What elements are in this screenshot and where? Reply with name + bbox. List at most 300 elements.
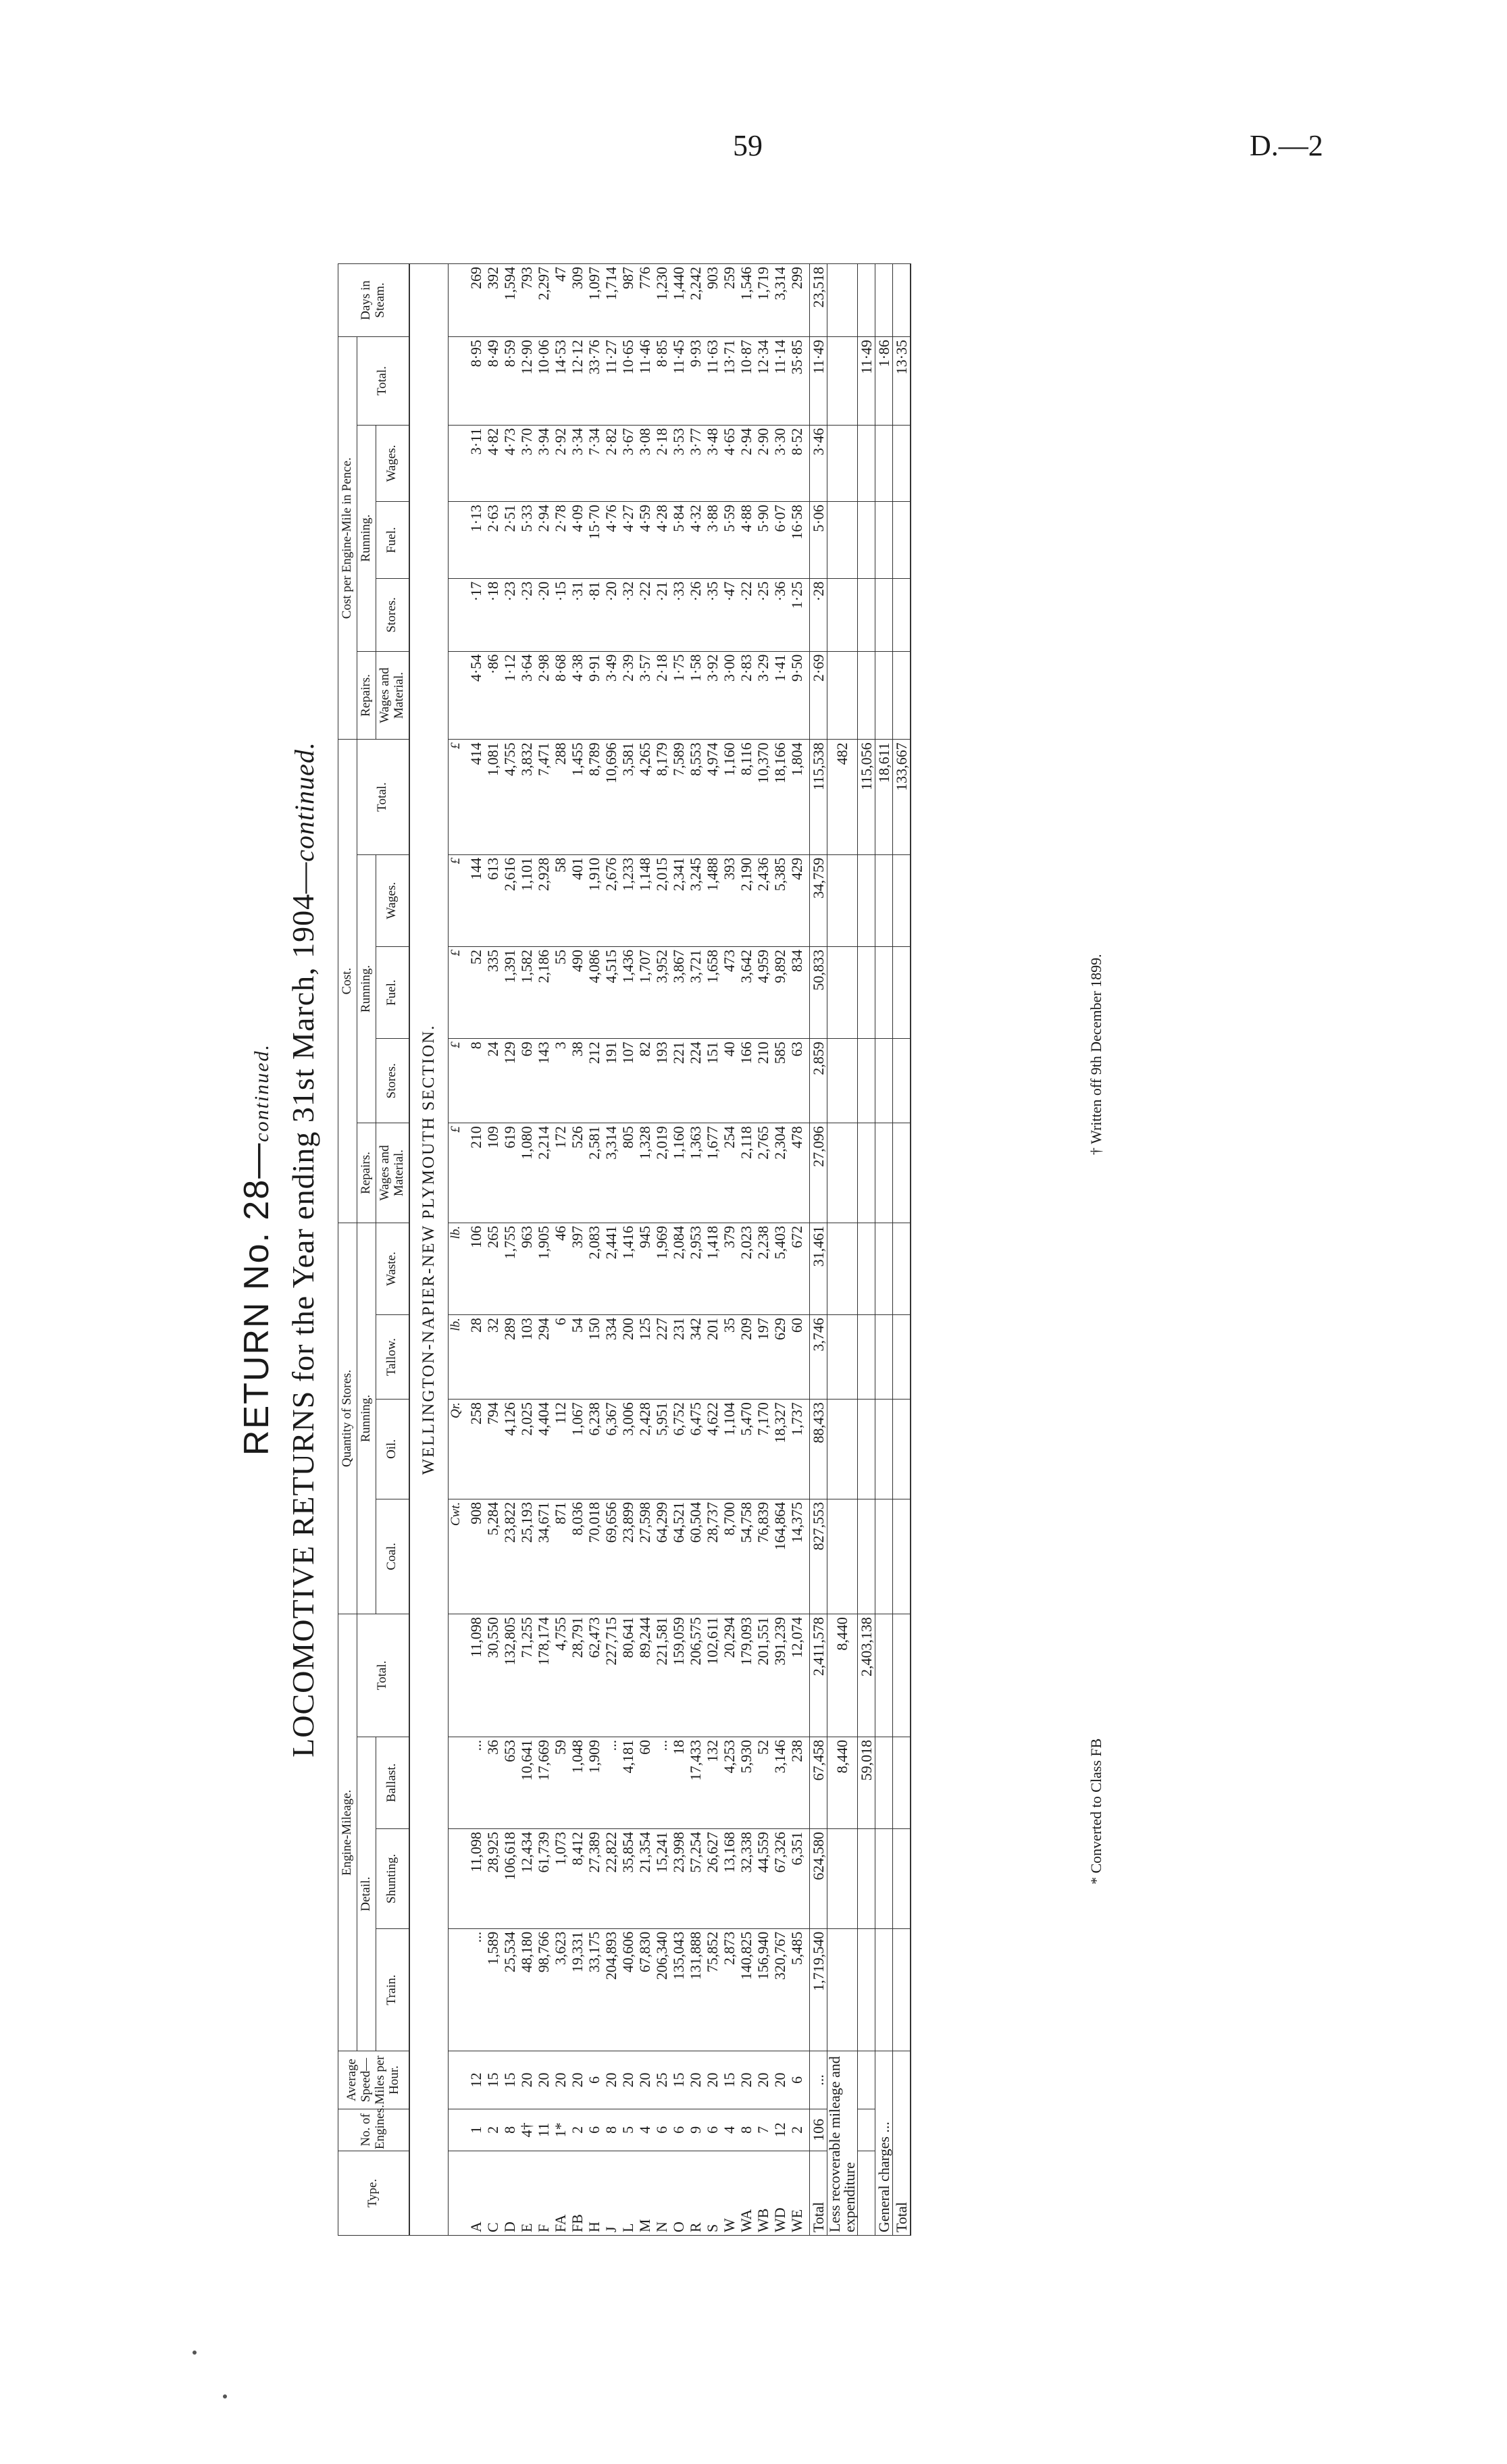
table-cell: 9·93: [687, 337, 704, 426]
table-cell: 1,363: [687, 1123, 704, 1223]
table-cell: 3·08: [636, 425, 653, 502]
table-cell: 14,375: [788, 1499, 810, 1614]
table-cell: 4†: [518, 2109, 535, 2151]
unit-repairs: £: [448, 1123, 463, 1223]
table-cell: 210: [755, 1039, 771, 1123]
table-cell: 64,521: [670, 1499, 687, 1614]
table-cell: 1,582: [518, 947, 535, 1039]
table-cell: 3,642: [738, 947, 755, 1039]
table-cell: 1*: [552, 2109, 569, 2151]
table-cell: 4·54: [463, 651, 484, 740]
type-cell: H: [586, 2151, 603, 2236]
table-cell: 28: [463, 1315, 484, 1400]
table-cell: 2·92: [552, 425, 569, 502]
table-cell: 473: [721, 947, 738, 1039]
table-cell: 871: [552, 1499, 569, 1614]
table-cell: 10,641: [518, 1737, 535, 1828]
pm-running-header: Running.: [357, 425, 376, 651]
table-cell: 131,888: [687, 1928, 704, 2051]
table-cell: 11·46: [636, 337, 653, 426]
table-cell: 33,175: [586, 1928, 603, 2051]
table-cell: 5·59: [721, 502, 738, 579]
table-cell: 3·88: [704, 502, 721, 579]
table-cell: 4,126: [501, 1400, 518, 1499]
table-cell: 109: [484, 1123, 501, 1223]
table-cell: 8,789: [586, 740, 603, 854]
pm-wages-material-header: Wages and Material.: [376, 651, 409, 740]
scan-speck: [223, 2394, 227, 2398]
table-cell: 3,832: [518, 740, 535, 854]
table-cell: ·47: [721, 578, 738, 651]
table-cell: 18,166: [771, 740, 788, 854]
table-row: [586, 264, 603, 2236]
table-cell: 15: [721, 2051, 738, 2109]
grand-total-row: [892, 264, 911, 2236]
table-cell: 10·65: [619, 337, 636, 426]
table-cell: 945: [636, 1223, 653, 1314]
table-cell: 135,043: [670, 1928, 687, 2051]
table-cell: 18: [670, 1737, 687, 1828]
table-cell: 6,475: [687, 1400, 704, 1499]
table-cell: 21,354: [636, 1829, 653, 1929]
table-cell: 4,622: [704, 1400, 721, 1499]
table-cell: 401: [569, 854, 586, 946]
table-cell: 7,471: [535, 740, 552, 854]
table-cell: 4·73: [501, 425, 518, 502]
table-cell: 2: [484, 2109, 501, 2151]
units-row: [448, 264, 463, 2236]
table-cell: 4·32: [687, 502, 704, 579]
table-cell: 299: [788, 264, 810, 337]
table-cell: ·23: [501, 578, 518, 651]
less-cost-total: 482: [827, 740, 857, 854]
table-cell: 20: [636, 2051, 653, 2109]
table-cell: 132: [704, 1737, 721, 1828]
table-cell: 3,146: [771, 1737, 788, 1828]
table-cell: 2,441: [603, 1223, 619, 1314]
table-cell: 9·50: [788, 651, 810, 740]
table-cell: ...: [603, 1737, 619, 1828]
table-cell: 613: [484, 854, 501, 946]
table-cell: 6: [653, 2109, 670, 2151]
table-cell: 342: [687, 1315, 704, 1400]
table-cell: 653: [501, 1737, 518, 1828]
table-cell: 2·83: [738, 651, 755, 740]
table-cell: 12: [771, 2109, 788, 2151]
total-cell: 1,719,540: [809, 1928, 827, 2051]
table-cell: 2·94: [738, 425, 755, 502]
table-cell: 125: [636, 1315, 653, 1400]
table-cell: 30,550: [484, 1614, 501, 1737]
table-cell: 6,367: [603, 1400, 619, 1499]
table-cell: 6: [586, 2051, 603, 2109]
total-cell: 88,433: [809, 1400, 827, 1499]
table-cell: ·20: [603, 578, 619, 651]
table-cell: 908: [463, 1499, 484, 1614]
table-cell: 12·34: [755, 337, 771, 426]
table-cell: 8: [463, 1039, 484, 1123]
table-cell: 7: [755, 2109, 771, 2151]
unit-wages: £: [448, 854, 463, 946]
table-cell: 200: [619, 1315, 636, 1400]
unit-waste: lb.: [448, 1223, 463, 1314]
table-cell: 265: [484, 1223, 501, 1314]
detail-header: Detail.: [357, 1737, 376, 2051]
table-cell: 8,700: [721, 1499, 738, 1614]
table-cell: ·36: [771, 578, 788, 651]
table-cell: 40,606: [619, 1928, 636, 2051]
table-cell: 1·41: [771, 651, 788, 740]
table-cell: 6: [788, 2051, 810, 2109]
type-cell: L: [619, 2151, 636, 2236]
table-cell: 2,190: [738, 854, 755, 946]
table-row: [788, 264, 810, 2236]
table-cell: 1,969: [653, 1223, 670, 1314]
table-cell: 172: [552, 1123, 569, 1223]
speed-header: Average Speed—Miles per Hour.: [338, 2051, 409, 2109]
table-cell: 391,239: [771, 1614, 788, 1737]
table-cell: 6: [586, 2109, 603, 2151]
table-cell: 1,755: [501, 1223, 518, 1314]
section-title: WELLINGTON-NAPIER-NEW PLYMOUTH SECTION.: [409, 264, 449, 2236]
table-cell: 54,758: [738, 1499, 755, 1614]
table-cell: 60: [636, 1737, 653, 1828]
table-cell: 5,951: [653, 1400, 670, 1499]
table-cell: ...: [463, 1928, 484, 2051]
table-cell: 178,174: [535, 1614, 552, 1737]
table-cell: 16·58: [788, 502, 810, 579]
table-cell: 11: [535, 2109, 552, 2151]
total-cell: 115,538: [809, 740, 827, 854]
table-cell: 224: [687, 1039, 704, 1123]
unit-coal: Cwt.: [448, 1499, 463, 1614]
table-cell: 490: [569, 947, 586, 1039]
table-cell: 2,676: [603, 854, 619, 946]
table-cell: 2,025: [518, 1400, 535, 1499]
table-cell: 4: [721, 2109, 738, 2151]
table-cell: 1,455: [569, 740, 586, 854]
table-cell: 429: [788, 854, 810, 946]
table-cell: 14·53: [552, 337, 569, 426]
table-cell: 227: [653, 1315, 670, 1400]
unit-total: £: [448, 740, 463, 854]
table-cell: 20: [603, 2051, 619, 2109]
table-cell: 26,627: [704, 1829, 721, 1929]
table-cell: 212: [586, 1039, 603, 1123]
table-row: [552, 264, 569, 2236]
table-cell: 159,059: [670, 1614, 687, 1737]
table-cell: 1,589: [484, 1928, 501, 2051]
table-cell: 28,791: [569, 1614, 586, 1737]
table-cell: 1,436: [619, 947, 636, 1039]
table-cell: 3·34: [569, 425, 586, 502]
table-cell: 2,428: [636, 1400, 653, 1499]
table-cell: 5,284: [484, 1499, 501, 1614]
table-cell: 98,766: [535, 1928, 552, 2051]
table-cell: 2·90: [755, 425, 771, 502]
table-cell: 1,230: [653, 264, 670, 337]
table-cell: 1,658: [704, 947, 721, 1039]
table-cell: 206,575: [687, 1614, 704, 1737]
table-cell: 776: [636, 264, 653, 337]
table-cell: 112: [552, 1400, 569, 1499]
table-cell: 150: [586, 1315, 603, 1400]
table-cell: 3·53: [670, 425, 687, 502]
table-cell: 8·85: [653, 337, 670, 426]
table-cell: 221: [670, 1039, 687, 1123]
table-cell: 48,180: [518, 1928, 535, 2051]
table-cell: 269: [463, 264, 484, 337]
repairs-header: Repairs.: [357, 1123, 376, 1223]
table-cell: 834: [788, 947, 810, 1039]
table-cell: 3·70: [518, 425, 535, 502]
coal-header: Coal.: [376, 1499, 409, 1614]
oil-header: Oil.: [376, 1400, 409, 1499]
table-cell: 259: [721, 264, 738, 337]
table-cell: 1,707: [636, 947, 653, 1039]
table-cell: 3·29: [755, 651, 771, 740]
footnote-converted: * Converted to Class FB: [1088, 1738, 1104, 1884]
general-cost-total: 18,611: [875, 740, 892, 854]
type-cell: FB: [569, 2151, 586, 2236]
type-cell: J: [603, 2151, 619, 2236]
table-cell: 15: [670, 2051, 687, 2109]
table-cell: 46: [552, 1223, 569, 1314]
table-cell: 526: [569, 1123, 586, 1223]
tallow-header: Tallow.: [376, 1315, 409, 1400]
table-cell: 106,618: [501, 1829, 518, 1929]
table-cell: 10·06: [535, 337, 552, 426]
table-cell: 903: [704, 264, 721, 337]
table-cell: 20: [687, 2051, 704, 2109]
waste-header: Waste.: [376, 1223, 409, 1314]
table-cell: 2,186: [535, 947, 552, 1039]
table-cell: 1,048: [569, 1737, 586, 1828]
total-cell: ...: [809, 2051, 827, 2109]
table-cell: 5,470: [738, 1400, 755, 1499]
table-cell: 1: [463, 2109, 484, 2151]
total-cell: 11·49: [809, 337, 827, 426]
table-cell: 3·94: [535, 425, 552, 502]
total-cell: 5·06: [809, 502, 827, 579]
table-cell: 3,006: [619, 1400, 636, 1499]
engines-header: No. of Engines.: [338, 2109, 409, 2151]
wages-material-header: Wages and Material.: [376, 1123, 409, 1223]
table-cell: 1,546: [738, 264, 755, 337]
table-cell: 151: [704, 1039, 721, 1123]
net-per-mile-total: 11·49: [857, 337, 875, 426]
table-cell: 227,715: [603, 1614, 619, 1737]
table-cell: 164,864: [771, 1499, 788, 1614]
table-row: [535, 264, 552, 2236]
table-cell: 1,097: [586, 264, 603, 337]
table-cell: 156,940: [755, 1928, 771, 2051]
table-cell: 1,073: [552, 1829, 569, 1929]
table-cell: 1,418: [704, 1223, 721, 1314]
net-ballast: 59,018: [857, 1737, 875, 1828]
table-cell: 3,245: [687, 854, 704, 946]
table-cell: 1,719: [755, 264, 771, 337]
table-cell: 672: [788, 1223, 810, 1314]
table-cell: 2,873: [721, 1928, 738, 2051]
type-cell: WB: [755, 2151, 771, 2236]
table-cell: ·86: [484, 651, 501, 740]
table-cell: 3·49: [603, 651, 619, 740]
type-cell: WD: [771, 2151, 788, 2236]
net-total: 2,403,138: [857, 1614, 875, 1737]
table-cell: 60,504: [687, 1499, 704, 1614]
table-cell: 179,093: [738, 1614, 755, 1737]
table-cell: 11·45: [670, 337, 687, 426]
table-row: [463, 264, 484, 2236]
return-title: RETURN No. 28—continued.: [237, 1043, 276, 1456]
table-cell: 288: [552, 740, 569, 854]
table-cell: 20: [569, 2051, 586, 2109]
table-row: [687, 264, 704, 2236]
table-cell: 7,170: [755, 1400, 771, 1499]
table-cell: 238: [788, 1737, 810, 1828]
table-cell: 25,534: [501, 1928, 518, 2051]
table-cell: ·17: [463, 578, 484, 651]
total-cell: 624,580: [809, 1829, 827, 1929]
table-cell: 379: [721, 1223, 738, 1314]
table-cell: 1,440: [670, 264, 687, 337]
table-cell: 4,755: [501, 740, 518, 854]
table-cell: 6: [670, 2109, 687, 2151]
unit-tallow: lb.: [448, 1315, 463, 1400]
cost-total-header: Total.: [357, 740, 409, 854]
locomotive-returns-table: [338, 263, 911, 2236]
table-cell: 2,023: [738, 1223, 755, 1314]
table-cell: ·31: [569, 578, 586, 651]
table-cell: 24: [484, 1039, 501, 1123]
type-cell: E: [518, 2151, 535, 2236]
table-cell: ·32: [619, 578, 636, 651]
table-cell: 13·71: [721, 337, 738, 426]
table-cell: 20: [619, 2051, 636, 2109]
table-cell: 3,314: [603, 1123, 619, 1223]
table-row: [670, 264, 687, 2236]
document-code: D.—2: [1250, 129, 1323, 162]
table-cell: 3,867: [670, 947, 687, 1039]
table-cell: 3,721: [687, 947, 704, 1039]
table-cell: ·21: [653, 578, 670, 651]
table-cell: 1,160: [721, 740, 738, 854]
table-cell: 4·82: [484, 425, 501, 502]
type-cell: D: [501, 2151, 518, 2236]
mileage-total-header: Total.: [357, 1614, 409, 1737]
table-cell: 52: [463, 947, 484, 1039]
table-row: [653, 264, 670, 2236]
table-cell: 75,852: [704, 1928, 721, 2051]
table-cell: 5·33: [518, 502, 535, 579]
table-cell: 2·18: [653, 651, 670, 740]
table-cell: 55: [552, 947, 569, 1039]
table-cell: 8: [738, 2109, 755, 2151]
table-row: [636, 264, 653, 2236]
table-cell: 67,326: [771, 1829, 788, 1929]
table-cell: 1,677: [704, 1123, 721, 1223]
table-cell: ·33: [670, 578, 687, 651]
table-cell: ·81: [586, 578, 603, 651]
table-cell: 69,656: [603, 1499, 619, 1614]
type-cell: N: [653, 2151, 670, 2236]
table-cell: 59: [552, 1737, 569, 1828]
table-cell: 5,930: [738, 1737, 755, 1828]
table-cell: 132,805: [501, 1614, 518, 1737]
table-cell: 2,765: [755, 1123, 771, 1223]
table-cell: 36: [484, 1737, 501, 1828]
net-cost-total: 115,056: [857, 740, 875, 854]
table-cell: 1,080: [518, 1123, 535, 1223]
table-cell: 4,181: [619, 1737, 636, 1828]
table-cell: 23,822: [501, 1499, 518, 1614]
total-cell: 31,461: [809, 1223, 827, 1314]
grand-cost-total: 133,667: [892, 740, 911, 854]
table-cell: 8,179: [653, 740, 670, 854]
table-cell: 1,416: [619, 1223, 636, 1314]
table-cell: ·15: [552, 578, 569, 651]
table-cell: 20: [535, 2051, 552, 2109]
table-cell: 4,086: [586, 947, 603, 1039]
table-cell: ·20: [535, 578, 552, 651]
unit-stores: £: [448, 1039, 463, 1123]
table-cell: 20: [738, 2051, 755, 2109]
stores-running-header: Running.: [357, 1223, 376, 1614]
table-cell: 89,244: [636, 1614, 653, 1737]
table-cell: 12: [463, 2051, 484, 2109]
table-cell: ·22: [738, 578, 755, 651]
unit-fuel: £: [448, 947, 463, 1039]
table-cell: 12,434: [518, 1829, 535, 1929]
table-cell: 10,370: [755, 740, 771, 854]
table-cell: 3,581: [619, 740, 636, 854]
table-cell: 9,892: [771, 947, 788, 1039]
type-cell: WA: [738, 2151, 755, 2236]
page-number: 59: [733, 129, 763, 162]
table-cell: 1,909: [586, 1737, 603, 1828]
table-cell: 8·59: [501, 337, 518, 426]
table-cell: 44,559: [755, 1829, 771, 1929]
table-cell: 52: [755, 1737, 771, 1828]
table-cell: 102,611: [704, 1614, 721, 1737]
less-label: Less recoverable mileage and expenditure: [827, 2051, 857, 2236]
grand-per-mile-total: 13·35: [892, 337, 911, 426]
table-cell: 8,116: [738, 740, 755, 854]
table-cell: 3,314: [771, 264, 788, 337]
table-row: [738, 264, 755, 2236]
table-row: [619, 264, 636, 2236]
pm-repairs-header: Repairs.: [357, 651, 376, 740]
table-cell: 3·64: [518, 651, 535, 740]
total-row: [809, 264, 827, 2236]
table-cell: ·23: [518, 578, 535, 651]
table-cell: 17,433: [687, 1737, 704, 1828]
table-cell: 20,294: [721, 1614, 738, 1737]
table-cell: 4·76: [603, 502, 619, 579]
table-cell: 2·63: [484, 502, 501, 579]
table-cell: 221,581: [653, 1614, 670, 1737]
table-cell: 2,242: [687, 264, 704, 337]
cost-per-mile-header: Cost per Engine-Mile in Pence.: [338, 337, 357, 740]
table-cell: 3·00: [721, 651, 738, 740]
table-cell: 20: [704, 2051, 721, 2109]
table-cell: 69: [518, 1039, 535, 1123]
table-cell: 209: [738, 1315, 755, 1400]
table-cell: 8·52: [788, 425, 810, 502]
table-cell: 335: [484, 947, 501, 1039]
table-cell: 4·59: [636, 502, 653, 579]
